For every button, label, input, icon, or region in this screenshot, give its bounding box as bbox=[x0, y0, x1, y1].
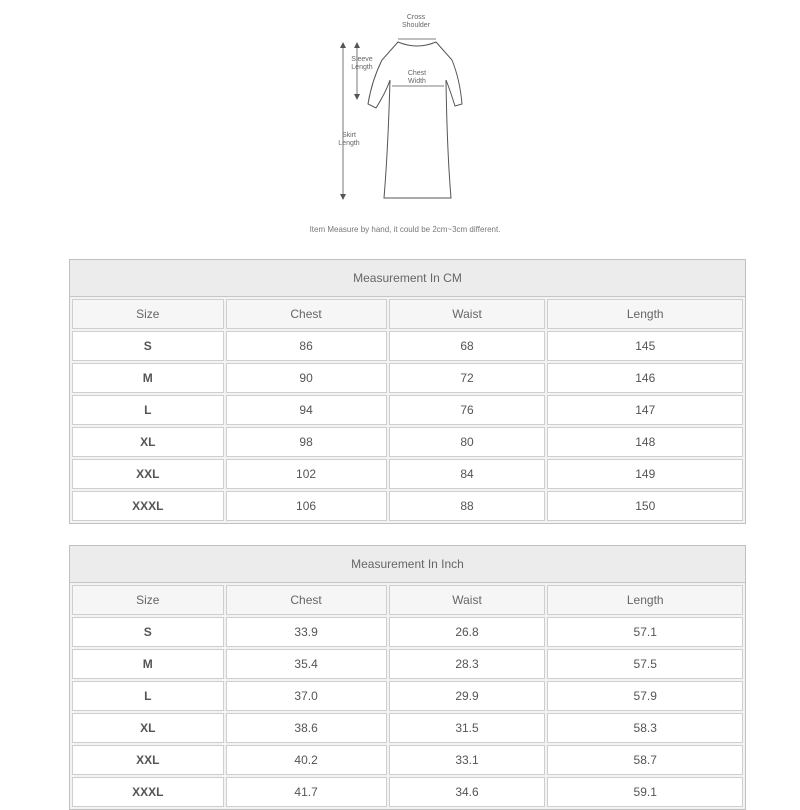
inch-header-size: Size bbox=[72, 585, 224, 615]
table-row bbox=[72, 427, 743, 457]
size-cell: L bbox=[72, 681, 224, 711]
size-cell: M bbox=[72, 363, 224, 393]
inch-table-grid bbox=[70, 583, 745, 809]
waist-cell: 76 bbox=[389, 395, 546, 425]
table-row bbox=[72, 395, 743, 425]
table-row bbox=[72, 363, 743, 393]
dress-outline-icon bbox=[0, 0, 800, 240]
waist-cell: 72 bbox=[389, 363, 546, 393]
chest-cell: 86 bbox=[226, 331, 387, 361]
length-cell: 58.7 bbox=[547, 745, 743, 775]
length-cell: 149 bbox=[547, 459, 743, 489]
cm-measurement-table bbox=[69, 259, 746, 524]
waist-cell: 33.1 bbox=[389, 745, 546, 775]
measurement-note: Item Measure by hand, it could be 2cm~3cm different. bbox=[309, 225, 501, 234]
length-cell: 150 bbox=[547, 491, 743, 521]
cross-shoulder-label-line2: Shoulder bbox=[401, 22, 431, 29]
cm-table-title: Measurement In CM bbox=[70, 260, 745, 297]
chest-cell: 102 bbox=[226, 459, 387, 489]
size-cell: M bbox=[72, 649, 224, 679]
inch-header-chest: Chest bbox=[226, 585, 387, 615]
length-cell: 147 bbox=[547, 395, 743, 425]
inch-measurement-table bbox=[69, 545, 746, 810]
waist-cell: 29.9 bbox=[389, 681, 546, 711]
length-cell: 145 bbox=[547, 331, 743, 361]
table-row bbox=[72, 459, 743, 489]
length-cell: 59.1 bbox=[547, 777, 743, 807]
waist-cell: 88 bbox=[389, 491, 546, 521]
size-cell: XXXL bbox=[72, 491, 224, 521]
table-row bbox=[72, 713, 743, 743]
table-row bbox=[72, 331, 743, 361]
waist-cell: 84 bbox=[389, 459, 546, 489]
length-cell: 57.5 bbox=[547, 649, 743, 679]
cm-header-waist: Waist bbox=[389, 299, 546, 329]
chest-cell: 37.0 bbox=[226, 681, 387, 711]
length-cell: 148 bbox=[547, 427, 743, 457]
inch-header-length: Length bbox=[547, 585, 743, 615]
cross-shoulder-label bbox=[398, 14, 434, 30]
table-row bbox=[72, 681, 743, 711]
waist-cell: 34.6 bbox=[389, 777, 546, 807]
size-cell: XXL bbox=[72, 745, 224, 775]
table-row bbox=[72, 491, 743, 521]
chest-cell: 41.7 bbox=[226, 777, 387, 807]
dress-measurement-diagram bbox=[0, 0, 800, 240]
size-cell: XL bbox=[72, 713, 224, 743]
length-cell: 58.3 bbox=[547, 713, 743, 743]
size-cell: XXL bbox=[72, 459, 224, 489]
chest-cell: 106 bbox=[226, 491, 387, 521]
size-cell: L bbox=[72, 395, 224, 425]
size-cell: XL bbox=[72, 427, 224, 457]
chest-cell: 35.4 bbox=[226, 649, 387, 679]
skirt-length-label-line2: Length bbox=[338, 140, 360, 147]
length-cell: 57.9 bbox=[547, 681, 743, 711]
length-cell: 57.1 bbox=[547, 617, 743, 647]
cm-header-size: Size bbox=[72, 299, 224, 329]
table-row bbox=[72, 777, 743, 807]
cm-table-grid bbox=[70, 297, 745, 523]
waist-cell: 26.8 bbox=[389, 617, 546, 647]
waist-cell: 68 bbox=[389, 331, 546, 361]
cm-header-chest: Chest bbox=[226, 299, 387, 329]
sleeve-length-label-line1: Sleeve bbox=[351, 56, 373, 63]
inch-header-waist: Waist bbox=[389, 585, 546, 615]
inch-header-row bbox=[72, 585, 743, 615]
size-cell: XXXL bbox=[72, 777, 224, 807]
chest-cell: 90 bbox=[226, 363, 387, 393]
chest-width-label-line2: Width bbox=[408, 78, 426, 85]
cross-shoulder-label-line1: Cross bbox=[406, 14, 426, 21]
table-row bbox=[72, 745, 743, 775]
skirt-length-label bbox=[334, 132, 364, 148]
cm-header-length: Length bbox=[547, 299, 743, 329]
table-row bbox=[72, 649, 743, 679]
size-cell: S bbox=[72, 331, 224, 361]
chest-cell: 33.9 bbox=[226, 617, 387, 647]
skirt-length-label-line1: Skirt bbox=[342, 132, 356, 139]
size-cell: S bbox=[72, 617, 224, 647]
waist-cell: 28.3 bbox=[389, 649, 546, 679]
waist-cell: 31.5 bbox=[389, 713, 546, 743]
chest-width-label bbox=[402, 70, 432, 86]
cm-header-row bbox=[72, 299, 743, 329]
chest-width-label-line1: Chest bbox=[407, 70, 427, 77]
waist-cell: 80 bbox=[389, 427, 546, 457]
chest-cell: 38.6 bbox=[226, 713, 387, 743]
chest-cell: 98 bbox=[226, 427, 387, 457]
chest-cell: 40.2 bbox=[226, 745, 387, 775]
sleeve-length-label-line2: Length bbox=[351, 64, 373, 71]
length-cell: 146 bbox=[547, 363, 743, 393]
inch-table-title: Measurement In Inch bbox=[70, 546, 745, 583]
table-row bbox=[72, 617, 743, 647]
chest-cell: 94 bbox=[226, 395, 387, 425]
sleeve-length-label bbox=[347, 56, 377, 72]
